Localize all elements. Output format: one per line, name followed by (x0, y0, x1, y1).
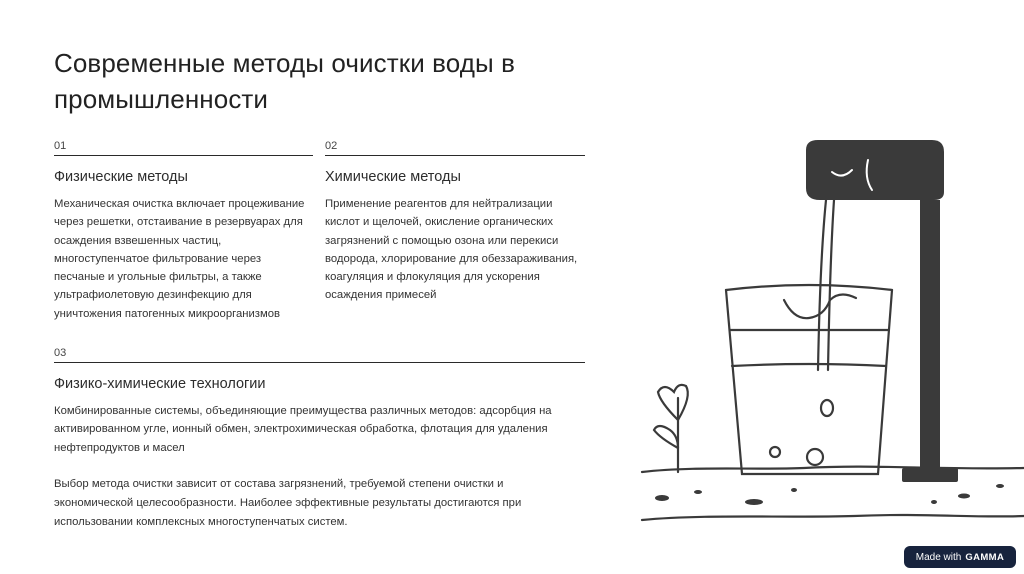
made-with-gamma-badge[interactable] (904, 546, 1016, 568)
section-number: 02 (325, 140, 338, 152)
badge-brand: GAMMA (965, 551, 1005, 563)
section-text: Механическая очистка включает процеживание через решетки, отстаивание в резервуарах для осаждения взвешенных частиц, многоступенчатое фильтрование через песчаные и угольные фильтры, а также ультрафиолетовую дезинфекцию для уничтожения патогенных микроорганизмов (54, 198, 305, 320)
section-divider (54, 155, 313, 156)
section-heading: Физические методы (54, 169, 188, 185)
section-number: 01 (54, 140, 67, 152)
section-heading: Химические методы (325, 169, 461, 185)
section-chemical (325, 139, 585, 305)
page-title: Современные методы очистки воды в промышленности (54, 48, 516, 114)
section-number: 03 (54, 347, 67, 359)
section-divider (54, 362, 585, 363)
section-text: Применение реагентов для нейтрализации кислот и щелочей, окисление органических загрязнений с помощью озона или перекиси водорода, хлорирование для обеззараживания, коагуляция и флокуляция для ускорения осаждения примесей (325, 198, 578, 302)
section-physchem (54, 346, 585, 457)
section-text: Комбинированные системы, объединяющие преимущества различных методов: адсорбция на активированном угле, ионный обмен, электрохимическая обработка, флотация для удаления нефтепродуктов и масел (54, 405, 552, 454)
water-tap-glass-illustration (634, 130, 1024, 540)
badge-prefix: Made with (915, 551, 962, 563)
section-divider (325, 155, 585, 156)
conclusion-text: Выбор метода очистки зависит от состава загрязнений, требуемой степени очистки и экономической целесообразности. Наиболее эффективные результаты достигаются при использовании комплексных многоступенчатых систем. (54, 478, 522, 528)
section-physical (54, 139, 313, 323)
section-heading: Физико-химические технологии (54, 376, 266, 392)
